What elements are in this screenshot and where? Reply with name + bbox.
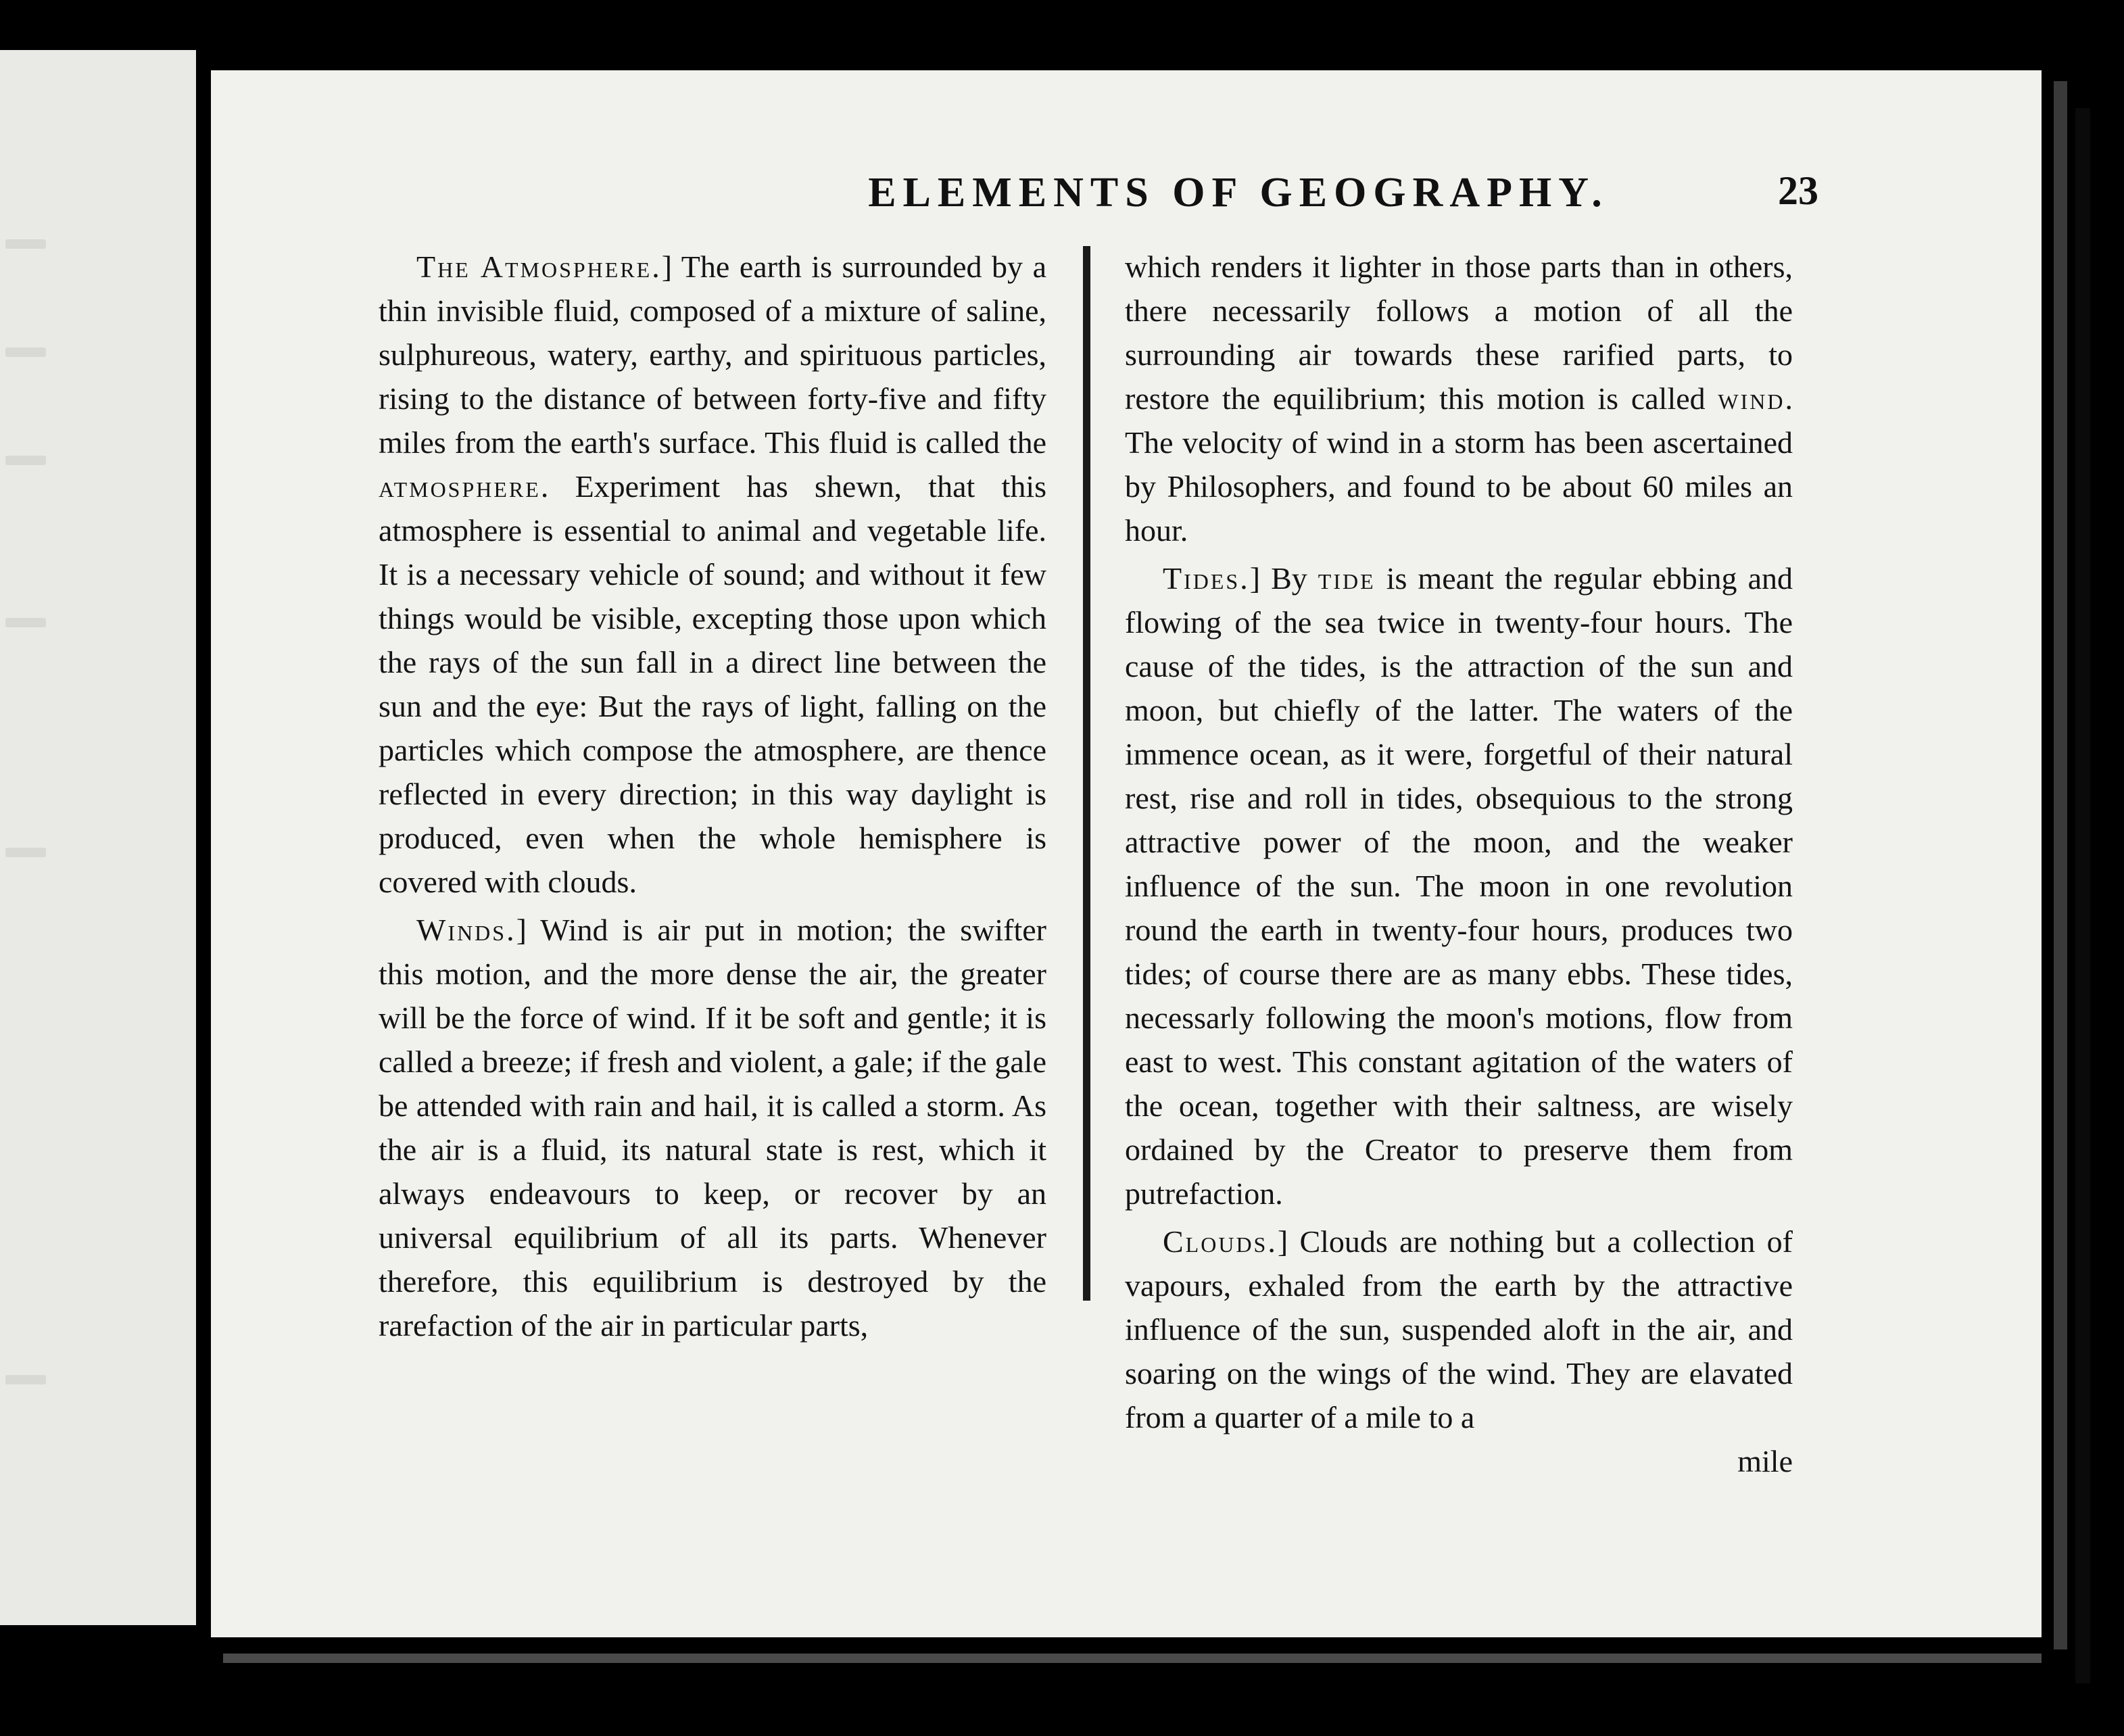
page-shadow [2054,81,2067,1649]
defined-term: atmosphere [379,469,541,504]
paragraph-winds [379,908,1046,1347]
page-bottom-shadow [223,1654,2042,1663]
column-rule [1083,246,1090,1301]
paragraph-text: is meant the regular ebbing and flowing of the sea twice in twenty-four hours. The cause of the tides, is the attraction of the sun and moon, but chiefly of the latter. The waters of the immence ocean, as it were, forgetful of their natural rest, rise and roll in tides, obsequious to the strong attractive power of the moon, and the weaker influence of the sun. The moon in one revolution round the earth in twenty-four hours, produces two tides; of course there are as many ebbs. These tides, necessarly following the moon's motions, flow from east to west. This constant agitation of the waters of the ocean, together with their saltness, are wisely ordained by the Creator to preserve them from putrefaction. [1125,561,1793,1211]
defined-term: wind [1718,381,1785,416]
page-number: 23 [1778,168,1818,213]
section-heading: Winds. [416,913,516,947]
book-page [211,70,2042,1637]
paragraph-clouds [1125,1220,1793,1483]
paragraph-winds-continued [1125,245,1793,552]
bleed-through-mark [5,618,46,627]
paragraph-text: . The velocity of wind in a storm has been ascertained by Philosophers, and found to be about 60 miles an hour. [1125,381,1793,548]
paragraph-atmosphere [379,245,1046,904]
paragraph-text: ] By [1249,561,1318,596]
book-edge [2075,108,2090,1683]
right-column [1125,245,1793,1487]
bleed-through-mark [5,456,46,465]
section-heading: Tides. [1163,561,1250,596]
facing-page-edge [0,50,196,1625]
bleed-through-mark [5,1375,46,1384]
defined-term: tide [1318,561,1376,596]
paragraph-text: ] Wind is air put in motion; the swifter this motion, and the more dense the air, the greater will be the force of wind. If it be soft and gentle; it is called a breeze; if fresh and violent, a gale; if the gale be attended with rain and hail, it is called a storm. As the air is a fluid, its natural state is rest, which it always endeavours to keep, or recover by an universal equilibrium of all its parts. Whenever therefore, this equilibrium is destroyed by the rarefaction of the air in particular parts, [379,913,1046,1343]
paragraph-text: ] The earth is surrounded by a thin invisible fluid, composed of a mixture of saline, sulphureous, watery, earthy, and spirituous particles, rising to the distance of between forty-five and fifty miles from the earth's surface. This fluid is called the [379,249,1046,460]
section-heading: The Atmosphere. [416,249,662,284]
bleed-through-mark [5,848,46,857]
paragraph-text: ] Clouds are nothing but a collection of vapours, exhaled from the earth by the attractive influence of the sun, suspended aloft in the air, and soaring on the wings of the wind. They are elavated from a quarter of a mile to a [1125,1224,1793,1434]
bleed-through-mark [5,347,46,357]
running-title: ELEMENTS OF GEOGRAPHY. [868,170,1609,216]
page-header [211,157,2042,251]
bleed-through-mark [5,239,46,249]
section-heading: Clouds. [1163,1224,1278,1259]
paragraph-tides [1125,556,1793,1215]
catchword: mile [1737,1444,1793,1478]
paragraph-text: which renders it lighter in those parts than in others, there necessarily follows a motion of all the surrounding air towards these rarified parts, to restore the equilibrium; this motion is called [1125,249,1793,416]
left-column [379,245,1046,1351]
paragraph-text: . Experiment has shewn, that this atmosphere is essential to animal and vegetable life. It is a necessary vehicle of sound; and without it few things would be visible, excepting those upon which the rays of the sun fall in a direct line between the sun and the eye: But the rays of light, falling on the particles which compose the atmosphere, are thence reflected in every direction; in this way daylight is produced, even when the whole hemisphere is covered with clouds. [379,469,1046,899]
